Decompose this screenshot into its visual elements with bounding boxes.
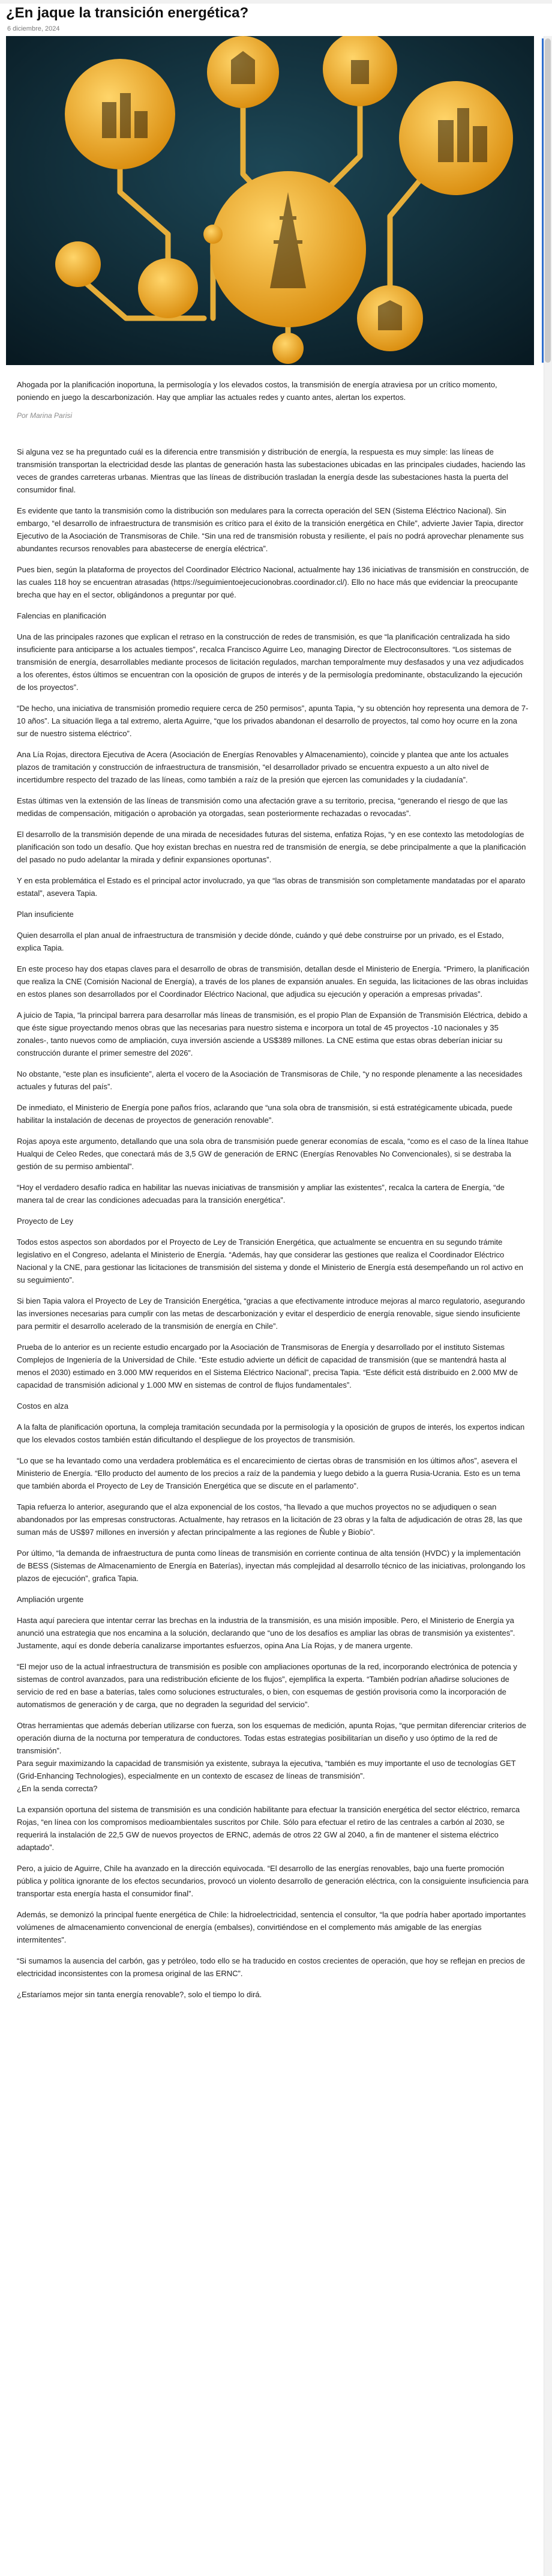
paragraph: Pues bien, según la plataforma de proyectos del Coordinador Eléctrico Nacional, actualmente hay 136 iniciativas de transmisión en construcción, de las cuales 118 hoy se encuentran atrasadas (https://seguimientoejecucionobras.coordinador.cl/). Ello no hace más que evidenciar la preocupante brecha que hay en el sector, obligándonos a preguntar por qué. xyxy=(17,565,529,599)
scrollbar-track[interactable] xyxy=(544,36,552,2576)
paragraph: A la falta de planificación oportuna, la compleja tramitación secundada por la permisología y la oposición de grupos de interés, los expertos indican que los elevados costos también están dificultando el despliegue de los proyectos de transmisión. xyxy=(17,1423,525,1444)
paragraph: Estas últimas ven la extensión de las líneas de transmisión como una afectación grave a su territorio, precisa, “generando el riesgo de que las medidas de compensación, mitigación o aprobación ya otorgadas, sean posteriormente rechazadas o revocadas”. xyxy=(17,796,508,818)
top-bar xyxy=(0,0,552,4)
hero-image xyxy=(6,36,534,365)
paragraph: Quien desarrolla el plan anual de infraestructura de transmisión y decide dónde, cuándo y qué debe construirse por un privado, es el Estado, explica Tapia. xyxy=(17,931,504,952)
paragraph: Es evidente que tanto la transmisión como la distribución son medulares para la correcta operación del SEN (Sistema Eléctrico Nacional). Sin embargo, “el desarrollo de infraestructura de transmisión es crítico para el éxito de la transición energética en Chile”, advierte Javier Tapia, director Ejecutivo de la Asociación de Transmisoras de Chile. “Sin una red de transmisión robusta y resiliente, el país no podrá aprovechar plenamente sus abundantes recursos renovables para abastecerse de energía eléctrica”. xyxy=(17,506,524,553)
paragraph: Otras herramientas que además deberían utilizarse con fuerza, son los esquemas de medición, apunta Rojas, “que permitan diferenciar criterios de operación diurna de la nocturna por temperatura de conductores. Todas estas estrategias posibilitarían un diseño y uso óptimo de la red de transmisión”. Para seguir maximizando la capacidad de transmisión ya existente, subraya la ejecutiva, “también es muy importante el uso de tecnologías GET (Grid-Enhancing Technologies), especialmente en un contexto de escasez de líneas de transmisión”. ¿En la senda correcta? xyxy=(17,1721,527,1793)
scroll-accent-bar xyxy=(542,38,544,363)
article-lede: Ahogada por la planificación inoportuna, la permisología y los elevados costos, la transmisión de energía atraviesa por un crítico momento, poniendo en juego la descarbonización. Hay que ampliar las actuales redes y cuanto antes, alertan los expertos. xyxy=(17,380,497,402)
paragraph: Pero, a juicio de Aguirre, Chile ha avanzado en la dirección equivocada. “El desarrollo de las energías renovables, bajo una fuerte promoción pública y política ignorante de los efectos secundarios, provocó un violento desarrollo de generación eléctrica, con la consiguiente insuficiencia para transportar esta energía hasta el consumidor final”. xyxy=(17,1864,529,1898)
paragraph: Además, se demonizó la principal fuente energética de Chile: la hidroelectricidad, sentencia el consultor, “la que podría haber aportado importantes volúmenes de almacenamiento convencional de energía (embalses), convirtiéndose en el complemento más amigable de las energías intermitentes”. xyxy=(17,1910,526,1944)
paragraph: Rojas apoya este argumento, detallando que una sola obra de transmisión puede generar economías de escala, “como es el caso de la línea Itahue Hualqui de Celeo Redes, que conectará más de 3,5 GW de generación de ERNC (Energías Renovables No Convencionales), si se destraba la gestión de su permiso ambiental”. xyxy=(17,1137,529,1171)
paragraph: “Hoy el verdadero desafío radica en habilitar las nuevas iniciativas de transmisión y ampliar las existentes”, recalca la cartera de Energía, “de manera tal de crear las condiciones adecuadas para la transición energética”. xyxy=(17,1183,505,1205)
article-body xyxy=(17,446,530,2009)
section-heading: Falencias en planificación xyxy=(17,611,106,620)
section-heading: Costos en alza xyxy=(17,1401,68,1410)
paragraph: De inmediato, el Ministerio de Energía pone paños fríos, aclarando que “una sola obra de transmisión, si está estratégicamente ubicada, puede habilitar la instalación de decenas de proyectos de generación renovable”. xyxy=(17,1103,512,1125)
paragraph: No obstante, “este plan es insuficiente”, alerta el vocero de la Asociación de Transmisoras de Chile, “y no responde plenamente a las necesidades actuales y futuras del país”. xyxy=(17,1069,523,1091)
paragraph: A juicio de Tapia, “la principal barrera para desarrollar más líneas de transmisión, es el propio Plan de Expansión de Transmisión Eléctrica, debido a que éste sigue proyectando menos obras que las necesarias para nuestro sistema e incorpora un total de 45 proyectos -10 nacionales y 35 zonales-, tanto nuevos como de ampliación, cuya inversión asciende a US$389 millones. La CNE estima que estas obras deberían iniciar su construcción durante el primer semestre del 2026”. xyxy=(17,1011,527,1057)
paragraph: Prueba de lo anterior es un reciente estudio encargado por la Asociación de Transmisoras de Energía y desarrollado por el instituto Sistemas Complejos de Ingeniería de la Universidad de Chile. “Este estudio advierte un déficit de capacidad de transmisión (que se mantendrá hasta al menos el 2030) estimado en 3.000 MW requeridos en el Sistema Eléctrico Nacional”, precisa Tapia. “Este déficit está distribuido en 2.000 MW de capacidad de transmisión adicional y 1.000 MW en sistemas de control de flujos fundamentales”. xyxy=(17,1343,518,1389)
publish-date: 6 diciembre, 2024 xyxy=(7,25,60,32)
paragraph: Si alguna vez se ha preguntado cuál es la diferencia entre transmisión y distribución de energía, la respuesta es muy simple: las líneas de transmisión transportan la electricidad desde las plantas de generación hasta las subestaciones ubicadas en las principales ciudades, haciendo las veces de grandes carreteras urbanas. Mientras que las líneas de distribución trasladan la energía desde las subestaciones hasta la puerta del consumidor final. xyxy=(17,447,526,494)
paragraph: “Si sumamos la ausencia del carbón, gas y petróleo, todo ello se ha traducido en costos crecientes de operación, que hoy se reflejan en precios de electricidad inconsistentes con la promesa original de las ERNC”. xyxy=(17,1956,525,1978)
paragraph: ¿Estaríamos mejor sin tanta energía renovable?, solo el tiempo lo dirá. xyxy=(17,1990,262,1999)
paragraph: Todos estos aspectos son abordados por el Proyecto de Ley de Transición Energética, que actualmente se encuentra en su segundo trámite legislativo en el Congreso, adelanta el Ministerio de Energía. “Además, hay que considerar las gestiones que realiza el Coordinador Eléctrico Nacional y la CNE, para gestionar las licitaciones de transmisión del sistema y donde el Ministerio de Energía está desempeñando un rol activo en su seguimiento”. xyxy=(17,1238,524,1284)
energy-network-illustration-icon xyxy=(6,36,534,365)
paragraph: Y en esta problemática el Estado es el principal actor involucrado, ya que “las obras de transmisión son completamente mandatadas por el aparato estatal”, asevera Tapia. xyxy=(17,876,526,898)
page-title: ¿En jaque la transición energética? xyxy=(6,5,249,21)
scrollbar-thumb[interactable] xyxy=(545,38,551,363)
paragraph: En este proceso hay dos etapas claves para el desarrollo de obras de transmisión, detallan desde el Ministerio de Energía. “Primero, la planificación que realiza la CNE (Comisión Nacional de Energía), a través de los planes de expansión anuales. En seguida, las licitaciones de las obras incluidas en estos planes son desarrollados por el Coordinador Eléctrico Nacional, que adjudica su ejecución y operación a empresas privadas”. xyxy=(17,964,530,999)
paragraph: Si bien Tapia valora el Proyecto de Ley de Transición Energética, “gracias a que efectivamente introduce mejoras al marco regulatorio, asegurando las inversiones necesarias para cumplir con las metas de descarbonización y evitar el desperdicio de energía renovable, sigue siendo insuficiente para permitir el desarrollo acelerado de la transmisión de energía en Chile”. xyxy=(17,1296,525,1331)
paragraph: Ana Lía Rojas, directora Ejecutiva de Acera (Asociación de Energías Renovables y Almacenamiento), coincide y plantea que ante los actuales plazos de tramitación y construcción de infraestructura de transmisión, “el desarrollador privado se encuentra expuesto a un alto nivel de incertidumbre respecto del trazado de las líneas, como también a raíz de la presión que ejercen las comunidades y la ciudadanía”. xyxy=(17,750,509,784)
section-heading: Proyecto de Ley xyxy=(17,1217,73,1226)
paragraph: Una de las principales razones que explican el retraso en la construcción de redes de transmisión, es que “la planificación centralizada ha sido insuficiente para anticiparse a los actuales tiempos”, recalca Francisco Aguirre Leo, managing Director de Electroconsultores. “Los sistemas de transmisión de energía, desarrollables mediante procesos de licitación regulados, marchan temporalmente muy desfasados y una vez adjudicados a los oferentes, éstos últimos se encuentran con la oposición de grupos de interés y de la permisología predominante, obstaculizando la ejecución de los proyectos”. xyxy=(17,632,524,692)
section-heading: Ampliación urgente xyxy=(17,1595,84,1604)
paragraph: “Lo que se ha levantado como una verdadera problemática es el encarecimiento de ciertas obras de transmisión en los últimos años”, asevera el Ministerio de Energía. “Ello producto del aumento de los precios a raíz de la pandemia y luego debido a la guerra Rusia-Ucrania. Esto es un tema que también aborda el Proyecto de Ley de Transición Energética que se discute en el parlamento”. xyxy=(17,1456,520,1490)
paragraph: La expansión oportuna del sistema de transmisión es una condición habilitante para efectuar la transición energética del sector eléctrico, remarca Rojas, “en línea con los compromisos medioambientales suscritos por Chile. Sólo para efectuar el retiro de las centrales a carbón al 2030, se requerirá la instalación de 22,5 GW de nuevos proyectos de ERNC, además de otros 22 GW al 2040, a fin de mantener el sistema eléctrico adaptado”. xyxy=(17,1805,520,1852)
paragraph: Por último, “la demanda de infraestructura de punta como líneas de transmisión en corriente continua de alta tensión (HVDC) y la implementación de BESS (Sistemas de Almacenamiento de Energía en Baterías), inyectan más complejidad al desarrollo técnico de las iniciativas, prolongando los plazos de ejecución”, grafica Tapia. xyxy=(17,1549,526,1583)
paragraph: “El mejor uso de la actual infraestructura de transmisión es posible con ampliaciones oportunas de la red, incorporando electrónica de potencia y sistemas de control avanzados, para una redistribución eficiente de los flujos”, ejemplifica la experta. “También podrían añadirse soluciones de servicio de red en base a baterías, tales como soluciones estructurales, o bien, con esquemas de gestión provisoria como la incorporación de automatismos de generación y de carga, que no degraden la seguridad del servicio”. xyxy=(17,1662,517,1709)
section-heading: Plan insuficiente xyxy=(17,910,74,919)
article-author: Por Marina Parisi xyxy=(17,411,73,420)
paragraph: El desarrollo de la transmisión depende de una mirada de necesidades futuras del sistema, enfatiza Rojas, “y en ese contexto las metodologías de planificación son todo un desafío. Que hoy existan brechas en nuestra red de transmisión de energía, se debe principalmente a que la planificación del pasado no pudo adelantar la mirada y definir expansiones oportunas”. xyxy=(17,830,526,864)
paragraph: Tapia refuerza lo anterior, asegurando que el alza exponencial de los costos, “ha llevado a que muchos proyectos no se adjudiquen o sean abandonados por las empresas constructoras. Actualmente, hay retrasos en la licitación de 23 obras y la falta de adjudicación de otras 28, las que suman más de US$97 millones en inversión y afectan principalmente a las regiones de Ñuble y Biobío”. xyxy=(17,1502,523,1537)
paragraph: “De hecho, una iniciativa de transmisión promedio requiere cerca de 250 permisos”, apunta Tapia, “y su obtención hoy representa una demora de 7-10 años”. La situación llega a tal extremo, alerta Aguirre, “que los privados abandonan el desarrollo de proyectos, tal como hoy ocurre en la zona sur de nuestro sistema eléctrico”. xyxy=(17,704,529,738)
paragraph: Hasta aquí pareciera que intentar cerrar las brechas en la industria de la transmisión, es una misión imposible. Pero, el Ministerio de Energía ya anunció una estrategia que nos encamina a la solución, declarando que “uno de los desafíos es ampliar las obras de transmisión ya existentes”. Justamente, aquí es donde debería canalizarse importantes esfuerzos, opina Ana Lía Rojas, y de manera urgente. xyxy=(17,1616,515,1650)
